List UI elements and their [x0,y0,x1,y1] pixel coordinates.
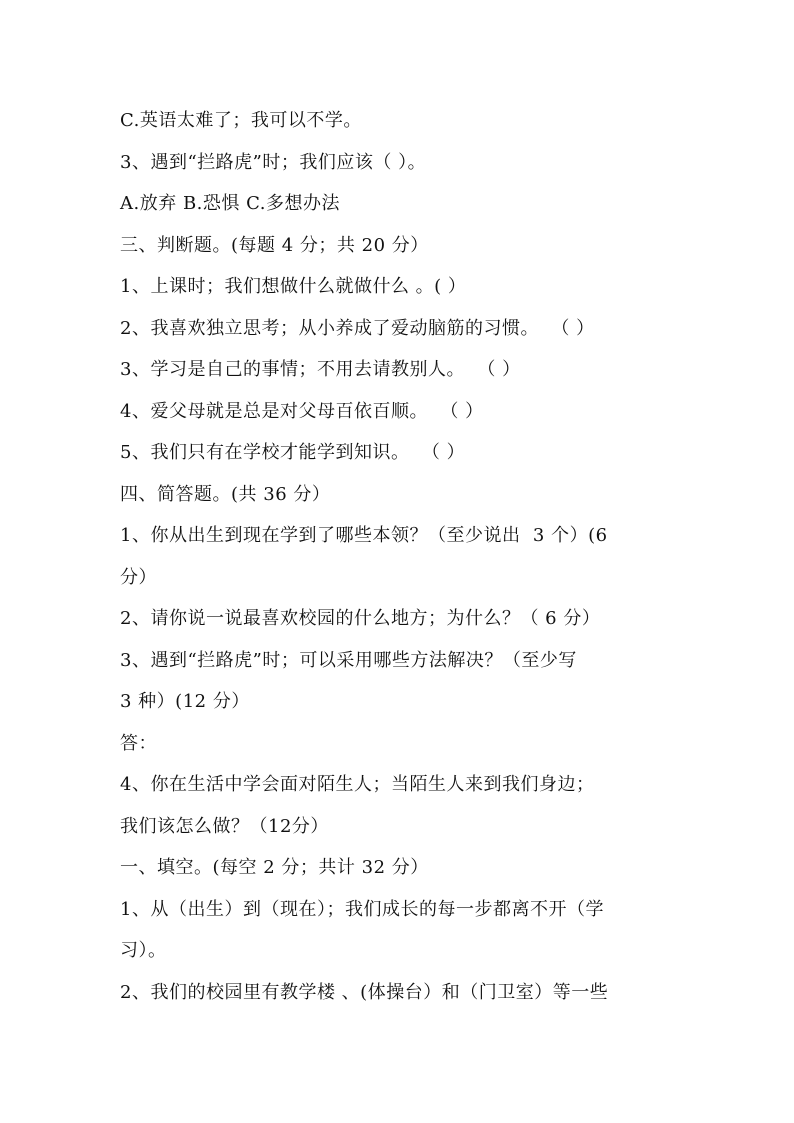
text-line: 5、我们只有在学校才能学到知识。 （ ） [120,442,466,463]
text-line: 4、爱父母就是总是对父母百依百顺。 （ ） [120,400,484,422]
section-heading: 四、简答题。(共 36 分） [120,483,331,505]
document-body [120,100,690,1013]
section-heading: 三、判断题。(每题 4 分；共 20 分） [120,234,429,256]
text-line: 3 种）(12 分） [120,691,250,712]
text-line: 2、我喜欢独立思考；从小养成了爱动脑筋的习惯。 （ ） [120,317,595,339]
text-line: 习）。 [120,940,167,961]
section-heading: 一、填空。(每空 2 分；共计 32 分） [120,857,429,878]
text-line: C.英语太难了；我可以不学。 [120,110,362,131]
text-line: 1、从（出生）到（现在）；我们成长的每一步都离不开（学 [120,898,604,920]
text-line: 4、你在生活中学会面对陌生人；当陌生人来到我们身边； [120,774,595,795]
text-line: A.放弃 B.恐惧 C.多想办法 [120,193,340,214]
text-line: 3、学习是自己的事情；不用去请教别人。 （ ） [120,359,521,380]
text-line: 我们该怎么做？（12分） [120,815,329,837]
text-line: 3、遇到“拦路虎”时；可以采用哪些方法解决？（至少写 [120,649,577,671]
text-line: 分） [120,566,157,588]
text-line: 2、我们的校园里有教学楼 、(体操台）和（门卫室）等一些 [120,981,609,1003]
text-line: 2、请你说一说最喜欢校园的什么地方；为什么？（ 6 分） [120,608,601,629]
text-line: 1、上课时；我们想做什么就做什么 。( ） [120,276,467,297]
text-line: 1、你从出生到现在学到了哪些本领？（至少说出 3 个）(6 [120,525,608,546]
answer-label: 答： [120,732,157,754]
text-line: 3、遇到“拦路虎”时；我们应该（ ）。 [120,151,427,173]
